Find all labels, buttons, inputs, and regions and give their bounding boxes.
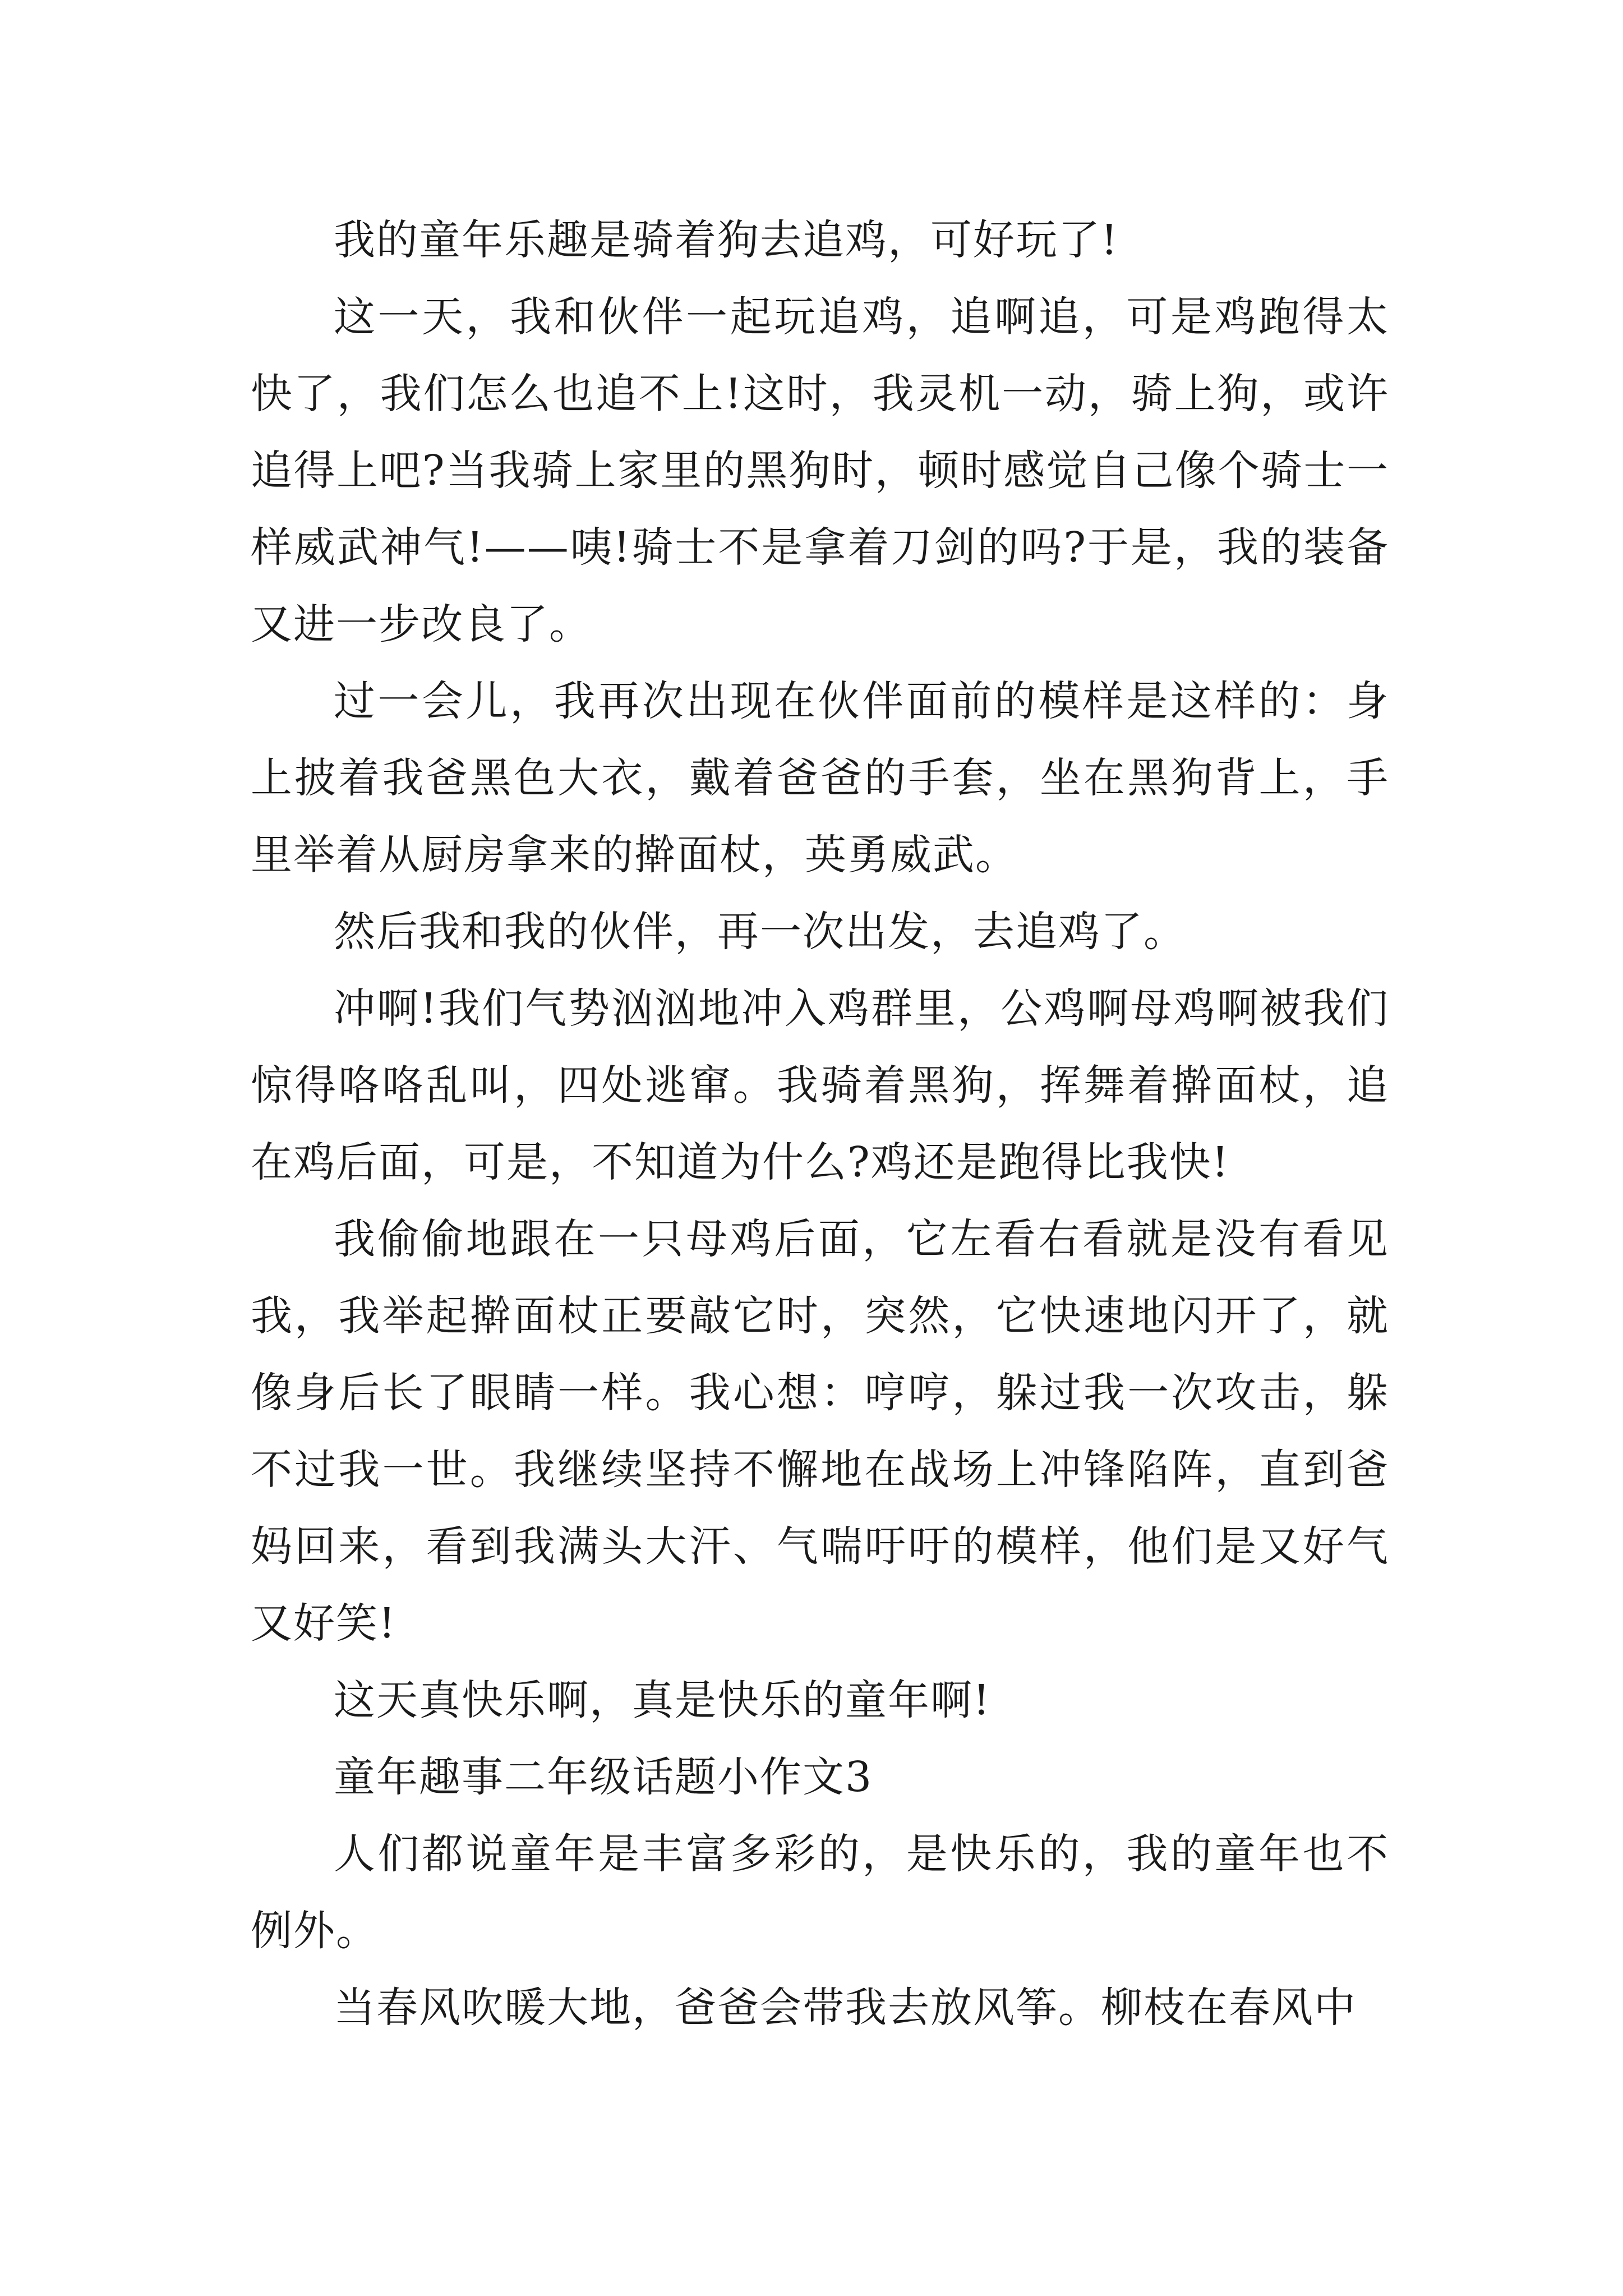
paragraph: 当春风吹暖大地，爸爸会带我去放风筝。柳枝在春风中 (334, 1984, 1357, 2032)
paragraph: 冲啊!我们气势汹汹地冲入鸡群里，公鸡啊母鸡啊被我们惊得咯咯乱叫，四处逃窜。我骑着黑狗，挥舞着擀面杖，追在鸡后面，可是，不知道为什么?鸡还是跑得比我快! (251, 984, 1389, 1186)
paragraph: 然后我和我的伙伴，再一次出发，去追鸡了。 (334, 908, 1186, 956)
paragraph: 我的童年乐趣是骑着狗去追鸡，可好玩了! (334, 216, 1119, 264)
document-body (251, 202, 1389, 2046)
paragraph: 人们都说童年是丰富多彩的，是快乐的，我的童年也不例外。 (251, 1830, 1389, 1955)
paragraph: 过一会儿，我再次出现在伙伴面前的模样是这样的：身上披着我爸黑色大衣，戴着爸爸的手套，坐在黑狗背上，手里举着从厨房拿来的擀面杖，英勇威武。 (251, 677, 1389, 879)
paragraph: 我偷偷地跟在一只母鸡后面，它左看右看就是没有看见我，我举起擀面杖正要敲它时，突然，它快速地闪开了，就像身后长了眼睛一样。我心想：哼哼，躲过我一次攻击，躲不过我一世。我继续坚持不懈地在战场上冲锋陷阵，直到爸妈回来，看到我满头大汗、气喘吁吁的模样，他们是又好气又好笑! (251, 1215, 1389, 1648)
section-heading: 童年趣事二年级话题小作文3 (334, 1753, 873, 1801)
paragraph: 这天真快乐啊，真是快乐的童年啊! (334, 1676, 991, 1724)
paragraph: 这一天，我和伙伴一起玩追鸡，追啊追，可是鸡跑得太快了，我们怎么也追不上!这时，我灵机一动，骑上狗，或许追得上吧?当我骑上家里的黑狗时，顿时感觉自己像个骑士一样威武神气!——咦!骑士不是拿着刀剑的吗?于是，我的装备又进一步改良了。 (251, 293, 1389, 648)
